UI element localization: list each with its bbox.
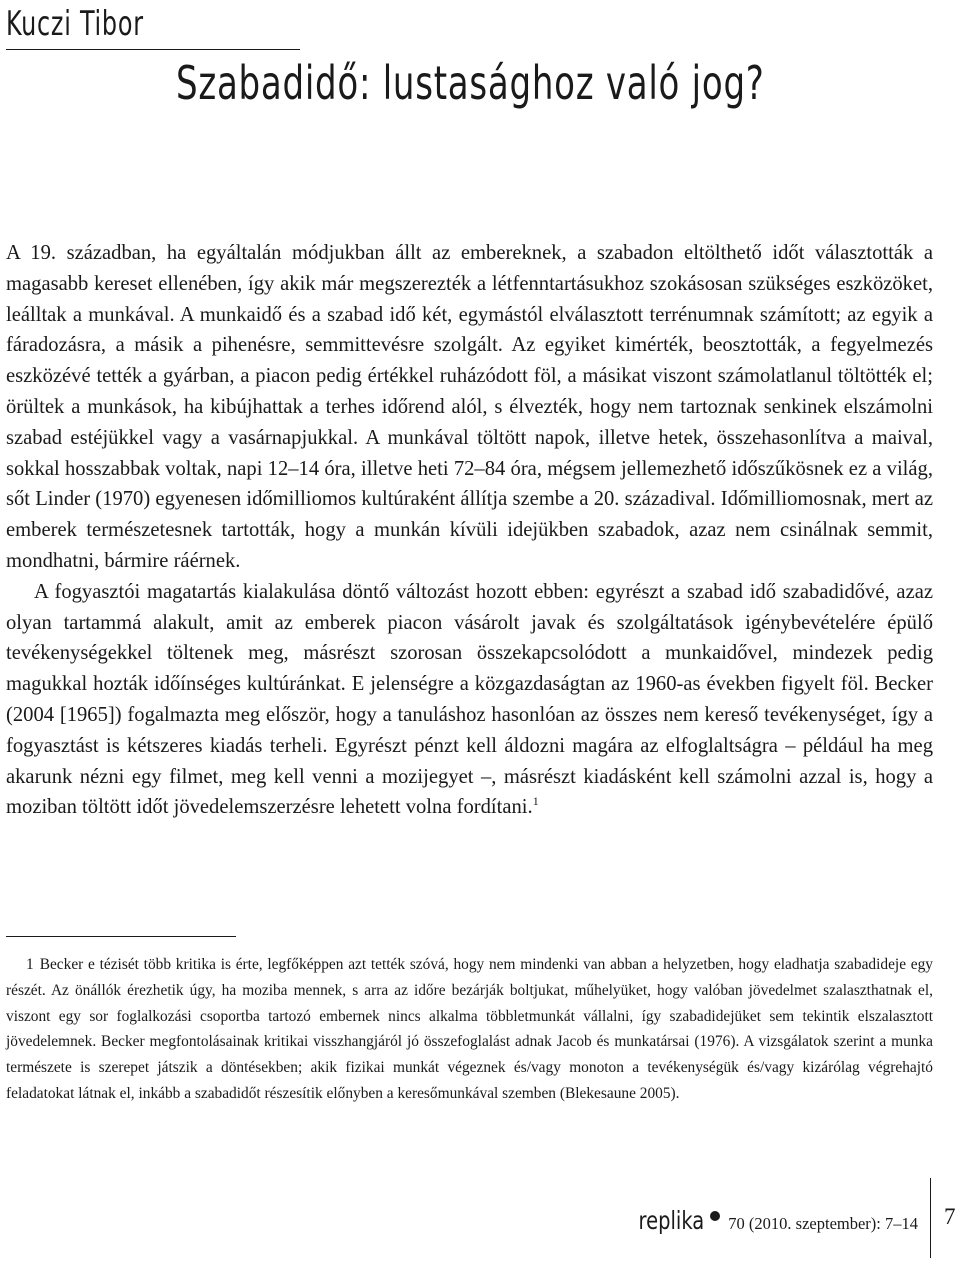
author-name: Kuczi Tibor <box>6 4 144 44</box>
footnote-paragraph <box>6 952 933 1107</box>
body-paragraph <box>6 577 933 823</box>
author-underline <box>6 49 300 50</box>
footnote-reference: 1 <box>532 794 539 809</box>
footnote <box>6 952 933 1107</box>
page-number: 7 <box>944 1204 956 1229</box>
body-paragraph: A 19. században, ha egyáltalán módjukban állt az embereknek, a szabadon eltölthető időt választották a magasabb kereset ellenében, így akik már megszerezték a létfenntartásukhoz szokásosan szükséges eszközöket, leálltak a munkával. A munkaidő és a szabad idő két, egymástól elválasztott terrénumnak számított; az egyik a fáradozásra, a másik a pihenésre, semmittevésre szolgált. Az egyiket kimérték, beosztották, a fegyelmezés eszközévé tették a gyárban, a piacon pedig értékkel ruházódott föl, a másikat viszont számolatlanul töltötték el; örültek a munkások, ha kibújhattak a terhes időrend alól, s élvezték, hogy nem tartoznak senkinek elszámolni szabad estéjükkel vagy a vasárnapjukkal. A munkával töltött napok, illetve hetek, összehasonlítva a maival, sokkal hosszabbak voltak, napi 12–14 óra, illetve heti 72–84 óra, mégsem jellemezhető időszűkösnek ez a világ, sőt Linder (1970) egyenesen időmilliomos kultúraként állítja szembe a 20. századival. Időmilliomosnak, mert az emberek természetesnek tartották, hogy a munkán kívüli idejükben szabadok, azaz nem csinálnak semmit, mondhatni, bármire ráérnek. <box>6 242 933 572</box>
issue-info: 70 (2010. szeptember): 7–14 <box>728 1214 918 1233</box>
bullet-icon <box>710 1211 720 1221</box>
footnote-separator <box>6 936 236 937</box>
body-paragraph-text: A fogyasztói magatartás kialakulása döntő változást hozott ebben: egyrészt a szabad idő szabadidővé, azaz olyan tartammá alakult, amit az emberek piacon vásárolt javak és szolgáltatások igénybevételére épülő tevékenységekkel töltenek meg, másrészt szorosan összekapcsolódott a munkaidővel, mindezek pedig magukkal hozták időínséges kultúránkat. E jelenségre a közgazdaságtan az 1960-as években figyelt föl. Becker (2004 [1965]) fogalmazta meg először, hogy a tanuláshoz hasonlóan az összes nem kereső tevékenységet, így a fogyasztást is kétszeres kiadás terheli. Egyrészt pénzt kell áldozni magára az elfoglaltságra – például ha meg akarunk nézni egy filmet, meg kell venni a mozijegyet –, másrészt kiadásként kell számolni azzal is, hogy a moziban töltött időt jövedelemszerzésre lehetett volna fordítani. <box>6 580 933 819</box>
footnote-number: 1 <box>26 956 34 973</box>
article-title: Szabadidő: lustasághoz való jog? <box>176 56 765 110</box>
footnote-text: Becker e tézisét több kritika is érte, legfőképpen azt tették szóvá, hogy nem mindenki van abban a helyzetben, hogy eladhatja szabadideje egy részét. Az önállók érezhetik úgy, ha moziba mennek, s arra az időre bezárják boltjukat, műhelyüket, hogy valóban jövedelmet szalaszthatnak el, viszont egy sor foglalkozási csoportba tartozó embernek nincs alkalma többletmunkát vállalni, így szabadidejüket sem tekintik elszalasztott jövedelemnek. Becker megfontolásainak kritikai visszhangjáról jó összefoglalást adnak Jacob és munkatársai (1976). A vizsgálatok szerint a munka természete is szerepet játszik a döntésekben; akik fizikai munkát végeznek és/vagy monoton a tevékenységük és/vagy kizárólag végrehajtó feladatokat látnak el, inkább a szabadidőt részesítik előnyben a keresőmunkával szemben (Blekesaune 2005). <box>6 956 933 1102</box>
article-body <box>6 238 933 823</box>
page-footer <box>620 1206 918 1235</box>
journal-name: replika <box>638 1206 705 1235</box>
page-number-divider <box>930 1178 931 1258</box>
